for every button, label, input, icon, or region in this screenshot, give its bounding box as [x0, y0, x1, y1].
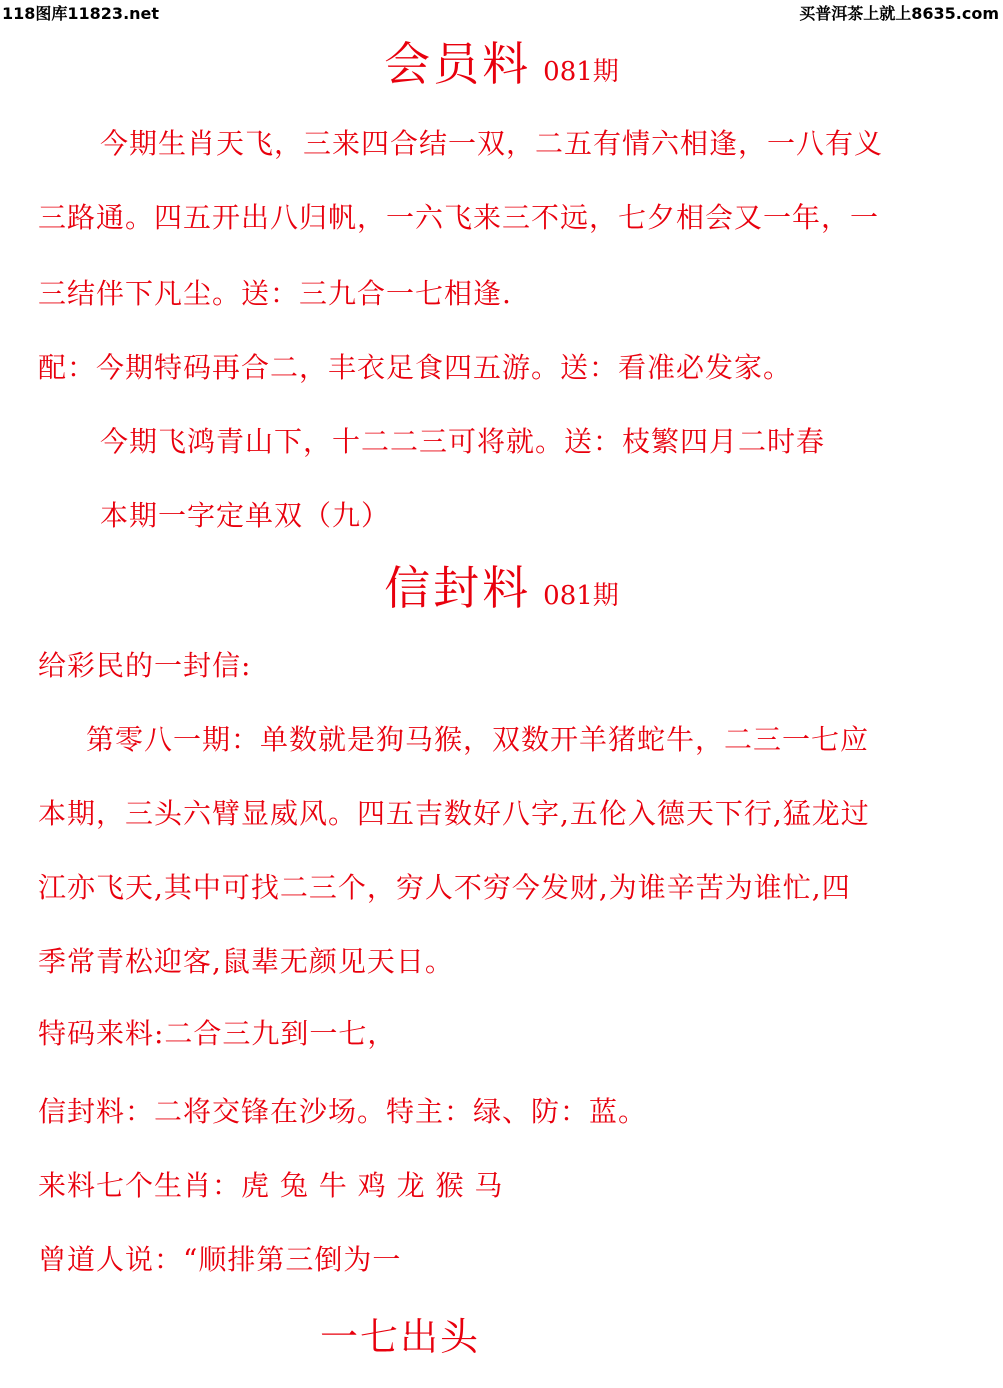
site-watermark-right: 买普洱茶上就上8635.com [799, 4, 999, 23]
site-watermark-left: 118图库11823.net [2, 4, 160, 23]
members-line-5: 今期飞鸿青山下，十二二三可将就。送：枝繁四月二时春 [100, 425, 826, 458]
top-banner [0, 0, 1003, 22]
members-line-2: 三路通。四五开出八归帆，一六飞来三不远，七夕相会又一年，一 [38, 201, 880, 234]
envelope-line-7: 信封料：二将交锋在沙场。特主：绿、防：蓝。 [38, 1095, 648, 1128]
members-line-6: 本期一字定单双（九） [100, 499, 391, 532]
members-line-3: 三结伴下凡尘。送：三九合一七相逢. [38, 277, 512, 310]
envelope-line-2: 第零八一期：单数就是狗马猴，双数开羊猪蛇牛，二三一七应 [86, 723, 870, 756]
members-line-1: 今期生肖天飞，三来四合结一双，二五有情六相逢，一八有义 [100, 127, 884, 160]
envelope-line-1: 给彩民的一封信: [38, 649, 252, 682]
members-line-4: 配：今期特码再合二，丰衣足食四五游。送：看准必发家。 [38, 351, 793, 384]
issue-number: 081期 [543, 57, 619, 87]
issue-number: 081期 [543, 581, 619, 611]
section-title-text: 会员料 [384, 37, 532, 91]
section-title-envelope [0, 552, 1003, 618]
section-title-members [0, 28, 1003, 94]
section-title-text: 信封料 [384, 561, 532, 615]
envelope-line-8: 来料七个生肖：虎 兔 牛 鸡 龙 猴 马 [38, 1169, 504, 1202]
envelope-line-6: 特码来料:二合三九到一七， [38, 1017, 397, 1050]
envelope-line-3: 本期，三头六臂显威风。四五吉数好八字,五伦入德天下行,猛龙过 [38, 797, 870, 830]
envelope-line-5: 季常青松迎客,鼠辈无颜见天日。 [38, 945, 454, 978]
envelope-line-10: 一七出头 [320, 1315, 481, 1359]
envelope-line-9: 曾道人说：“顺排第三倒为一 [38, 1243, 402, 1276]
envelope-line-4: 江亦飞天,其中可找二三个，穷人不穷今发财,为谁辛苦为谁忙,四 [38, 871, 851, 904]
